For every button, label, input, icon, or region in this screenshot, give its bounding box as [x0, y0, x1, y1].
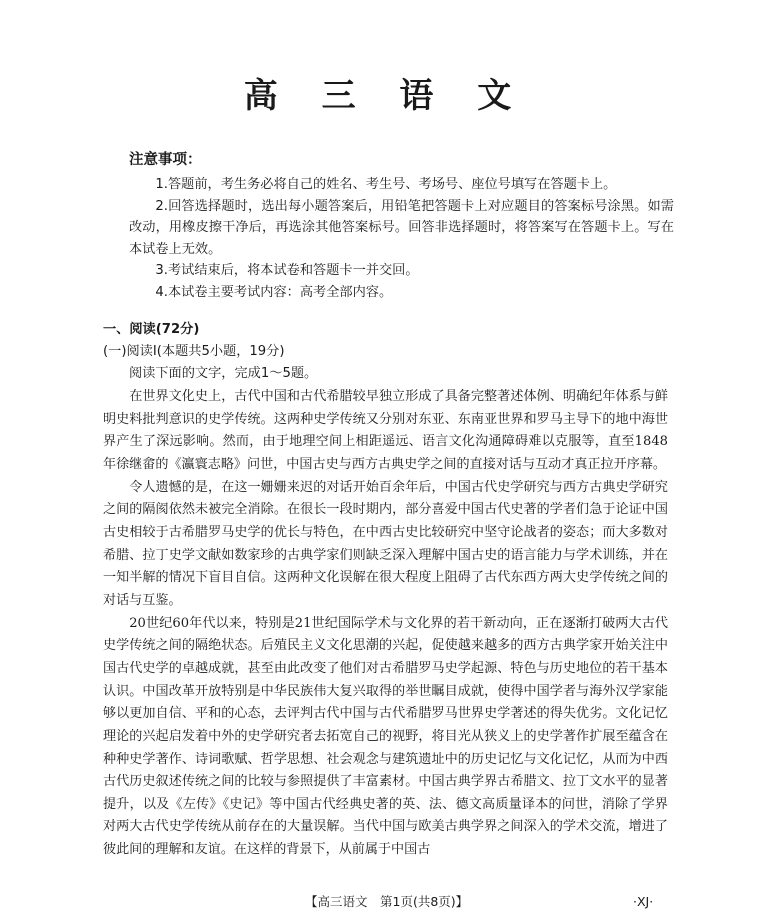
passage-paragraph: 令人遗憾的是，在这一姗姗来迟的对话开始百余年后，中国古代史学研究与西方古典史学研究之间的隔阂依然未被完全消除。在很长一段时期内，部分喜爱中国古代史著的学者们急于论证中国古史相较于古希腊罗马史学的优长与特色，在中西古史比较研究中坚守论战者的姿态；而大多数对希腊、拉丁史学文献如数家珍的古典学家们则缺乏深入理解中国古史的语言能力与学术训练，并在一知半解的情况下盲目自信。这两种文化误解在很大程度上阻碍了古代东西方两大史学传统之间的对话与互鉴。	[103, 479, 668, 608]
note-item: 2.回答选择题时，选出每小题答案后，用铅笔把答题卡上对应题目的答案标号涂黑。如需改动，用橡皮擦干净后，再选涂其他答案标号。回答非选择题时，将答案写在答题卡上。写在本试卷上无效。	[129, 198, 674, 257]
exam-title: 高 三 语 文	[243, 76, 528, 116]
note-item: 3.考试结束后，将本试卷和答题卡一并交回。	[155, 263, 419, 278]
notes-heading: 注意事项：	[129, 152, 202, 168]
note-item: 4.本试卷主要考试内容：高考全部内容。	[155, 284, 393, 300]
page-number: 【高三语文 第1页(共8页)】	[305, 894, 469, 909]
passage-paragraph: 在世界文化史上，古代中国和古代希腊较早独立形成了具备完整著述体例、明确纪年体系与鲜明史料批判意识的史学传统。这两种史学传统又分别对东亚、东南亚世界和罗马主导下的地中海世界产生了深远影响。然而，由于地理空间上相距遥远、语言文化沟通障碍难以克服等，直至1848年徐继畲的《瀛寰志略》问世，中国古史与西方古典史学之间的直接对话与互动才真正拉开序幕。	[103, 389, 668, 472]
sub-heading: (一)阅读Ⅰ(本题共5小题，19分)	[103, 344, 285, 359]
passage-paragraph: 20世纪60年代以来，特别是21世纪国际学术与文化界的若干新动向，正在逐渐打破两大古代史学传统之间的隔绝状态。后殖民主义文化思潮的兴起，促使越来越多的西方古典学家开始关注中国古代史学的卓越成就，甚至由此改变了他们对古希腊罗马史学起源、特色与历史地位的若干基本认识。中国改革开放特别是中华民族伟大复兴取得的举世瞩目成就，使得中国学者与海外汉学家能够以更加自信、平和的心态，去评判古代中国与古代希腊罗马世界史学著述的得失优劣。文化记忆理论的兴起启发着中外的史学研究者去拓宽自己的视野，将目光从狭义上的史学著作扩展至蕴含在种种史学著作、诗词歌赋、哲学思想、社会观念与建筑遗址中的历史记忆与文化记忆，从而为中西古代历史叙述传统之间的比较与参照提供了丰富素材。中国古典学界古希腊文、拉丁文水平的显著提升，以及《左传》《史记》等中国古代经典史著的英、法、德文高质量译本的问世，消除了学界对两大古代史学传统从前存在的大量误解。当代中国与欧美古典学界之间深入的学术交流，增进了彼此间的理解和友谊。在这样的背景下，从前属于中国古	[103, 615, 668, 858]
paper-code: ·XJ·	[633, 894, 654, 909]
reading-passage	[103, 386, 668, 862]
reading-instruction: 阅读下面的文字，完成1～5题。	[129, 366, 318, 381]
notes-list	[129, 174, 674, 303]
section-heading: 一、阅读(72分)	[103, 322, 200, 337]
note-item: 1.答题前，考生务必将自己的姓名、考生号、考场号、座位号填写在答题卡上。	[155, 177, 617, 192]
